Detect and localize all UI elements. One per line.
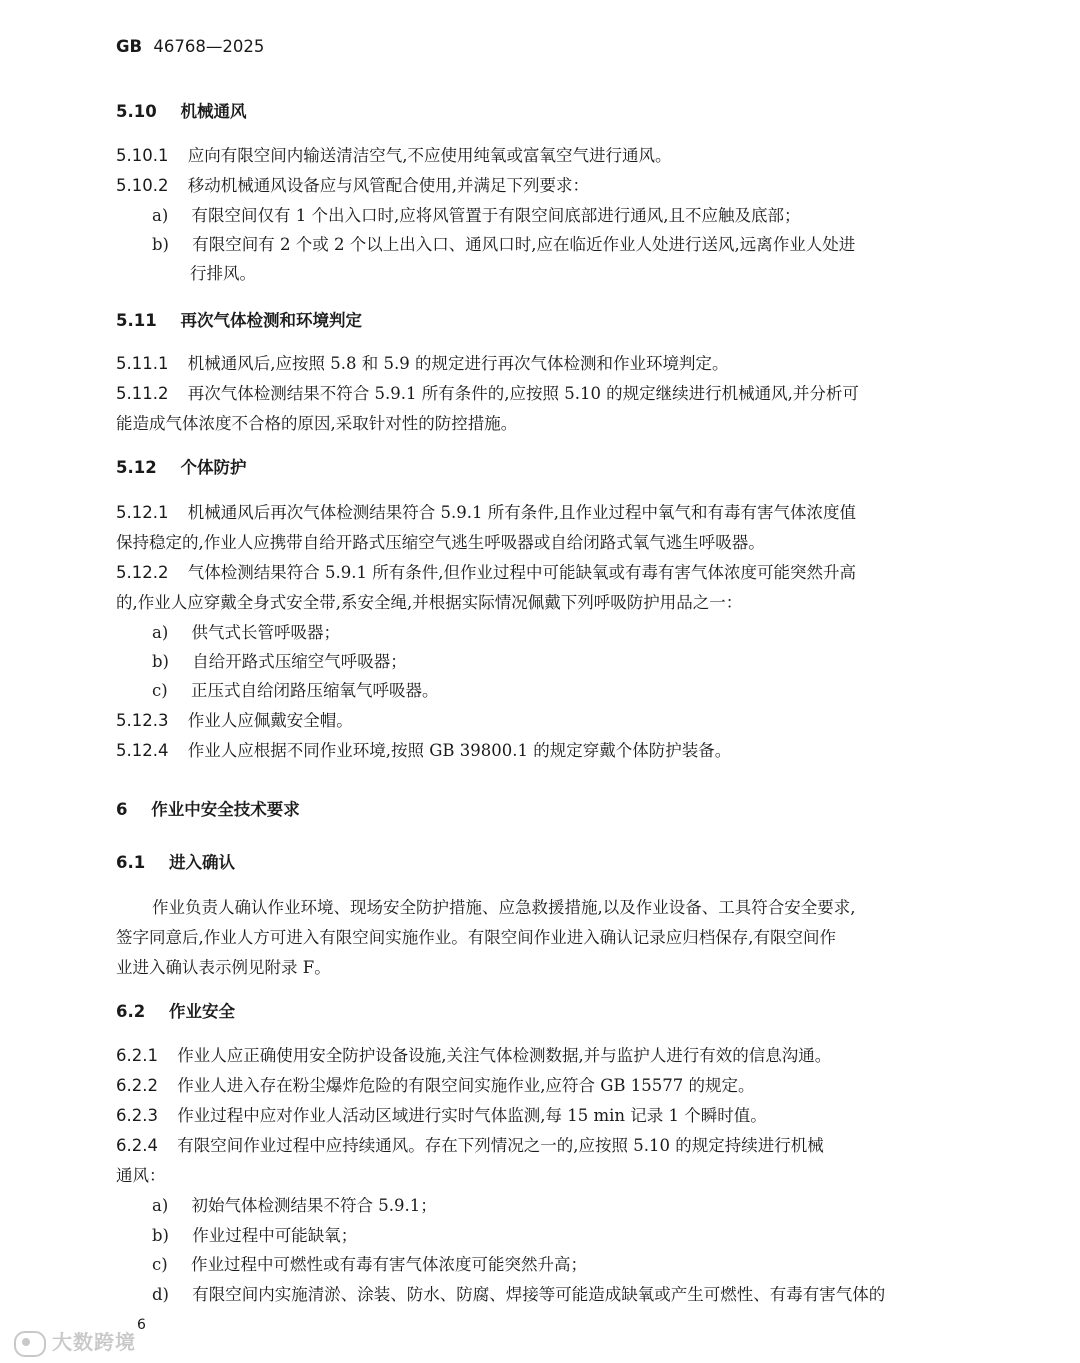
page-number: 6	[137, 1317, 146, 1333]
clause-6-2-4-cont: 通风：	[116, 1166, 166, 1185]
clause-number: 5.12.3	[116, 711, 169, 730]
clause-text: 有限空间作业过程中应持续通风。存在下列情况之一的,应按照 5.10 的规定持续进行机械	[177, 1136, 824, 1155]
list-text: 作业过程中可燃性或有毒有害气体浓度可能突然升高；	[190, 1255, 587, 1274]
clause-text: 机械通风后,应按照 5.8 和 5.9 的规定进行再次气体检测和作业环境判定。	[187, 354, 729, 373]
section-title: 作业安全	[168, 1002, 235, 1021]
section-title: 机械通风	[180, 102, 247, 121]
document-header	[116, 39, 264, 56]
clause-text: 作业人应正确使用安全防护设备设施,关注气体检测数据,并与监护人进行有效的信息沟通。	[177, 1046, 832, 1065]
section-heading-5-12	[116, 460, 246, 477]
clause-number: 5.12.4	[116, 741, 169, 760]
clause-number: 5.11.1	[116, 354, 169, 373]
list-marker: b)	[152, 1226, 169, 1245]
section-heading-5-11	[116, 313, 362, 330]
list-marker: a)	[152, 623, 169, 642]
list-marker: b)	[152, 235, 169, 254]
list-text: 供气式长管呼吸器；	[191, 623, 341, 642]
clause-text: 作业人应根据不同作业环境,按照 GB 39800.1 的规定穿戴个体防护装备。	[187, 741, 732, 760]
section-number: 6.2	[116, 1002, 146, 1021]
clause-number: 5.12.2	[116, 563, 169, 582]
clause-6-2-3	[116, 1108, 767, 1125]
clause-number: 5.10.2	[116, 176, 169, 195]
list-marker: a)	[152, 206, 169, 225]
list-marker: b)	[152, 652, 169, 671]
section-heading-5-10	[116, 104, 246, 121]
list-text: 初始气体检测结果不符合 5.9.1；	[191, 1196, 437, 1215]
paragraph-6-1-line-2: 签字同意后,作业人方可进入有限空间实施作业。有限空间作业进入确认记录应归档保存,有限空间作	[116, 928, 836, 947]
watermark	[14, 1326, 136, 1357]
clause-number: 6.2.2	[116, 1076, 158, 1095]
list-text: 自给开路式压缩空气呼吸器；	[192, 652, 407, 671]
clause-text: 机械通风后再次气体检测结果符合 5.9.1 所有条件,且作业过程中氧气和有毒有害气体浓度值	[187, 503, 856, 522]
list-item-5-10-2-a	[152, 208, 801, 225]
clause-text: 移动机械通风设备应与风管配合使用,并满足下列要求：	[187, 176, 589, 195]
clause-6-2-1	[116, 1048, 831, 1065]
clause-5-11-2-cont: 能造成气体浓度不合格的原因,采取针对性的防控措施。	[116, 414, 518, 433]
clause-number: 6.2.4	[116, 1136, 158, 1155]
list-text: 有限空间内实施清淤、涂装、防水、防腐、焊接等可能造成缺氧或产生可燃性、有毒有害气体的	[192, 1285, 886, 1304]
list-text: 作业过程中可能缺氧；	[192, 1226, 358, 1245]
watermark-text: 大数跨境	[52, 1330, 136, 1354]
watermark-logo-icon	[14, 1331, 46, 1357]
section-heading-6-1	[116, 855, 235, 872]
list-item-5-10-2-b	[152, 237, 855, 254]
section-title: 作业中安全技术要求	[151, 800, 300, 819]
clause-5-12-1	[116, 505, 856, 522]
paragraph-6-1-line-1: 作业负责人确认作业环境、现场安全防护措施、应急救援措施,以及作业设备、工具符合安全要求,	[152, 898, 856, 917]
list-marker: a)	[152, 1196, 169, 1215]
clause-text: 作业过程中应对作业人活动区域进行实时气体监测,每 15 min 记录 1 个瞬时值。	[177, 1106, 767, 1125]
clause-number: 5.11.2	[116, 384, 169, 403]
clause-number: 5.12.1	[116, 503, 169, 522]
clause-text: 气体检测结果符合 5.9.1 所有条件,但作业过程中可能缺氧或有毒有害气体浓度可能突然升高	[187, 563, 856, 582]
clause-number: 5.10.1	[116, 146, 169, 165]
clause-text: 再次气体检测结果不符合 5.9.1 所有条件的,应按照 5.10 的规定继续进行机械通风,并分析可	[187, 384, 859, 403]
list-item-6-2-4-b	[152, 1228, 357, 1245]
section-title: 进入确认	[168, 853, 235, 872]
list-marker: c)	[152, 1255, 168, 1274]
clause-5-12-2-cont: 的,作业人应穿戴全身式安全带,系安全绳,并根据实际情况佩戴下列呼吸防护用品之一：	[116, 593, 743, 612]
list-item-6-2-4-d	[152, 1287, 885, 1304]
clause-5-11-2	[116, 386, 859, 403]
section-number: 6.1	[116, 853, 146, 872]
list-item-5-12-2-a	[152, 625, 340, 642]
standard-prefix: GB	[116, 37, 143, 56]
clause-5-11-1	[116, 356, 728, 373]
section-heading-6-2	[116, 1004, 235, 1021]
clause-text: 作业人应佩戴安全帽。	[187, 711, 353, 730]
section-title: 再次气体检测和环境判定	[180, 311, 362, 330]
clause-5-10-2	[116, 178, 589, 195]
clause-number: 6.2.1	[116, 1046, 158, 1065]
clause-5-10-1	[116, 148, 671, 165]
clause-6-2-2	[116, 1078, 755, 1095]
clause-6-2-4	[116, 1138, 824, 1155]
list-item-5-12-2-b	[152, 654, 407, 671]
section-number: 6	[116, 800, 128, 819]
list-text: 有限空间有 2 个或 2 个以上出入口、通风口时,应在临近作业人处进行送风,远离作业人处进	[192, 235, 856, 254]
section-title: 个体防护	[180, 458, 247, 477]
list-marker: d)	[152, 1285, 169, 1304]
clause-5-12-4	[116, 743, 731, 760]
clause-number: 6.2.3	[116, 1106, 158, 1125]
section-number: 5.11	[116, 311, 157, 330]
list-text: 有限空间仅有 1 个出入口时,应将风管置于有限空间底部进行通风,且不应触及底部；	[191, 206, 801, 225]
list-item-6-2-4-c	[152, 1257, 587, 1274]
list-item-5-12-2-c	[152, 683, 438, 700]
clause-5-12-2	[116, 565, 856, 582]
paragraph-6-1-line-3: 业进入确认表示例见附录 F。	[116, 958, 331, 977]
section-number: 5.12	[116, 458, 157, 477]
clause-text: 应向有限空间内输送清洁空气,不应使用纯氧或富氧空气进行通风。	[187, 146, 672, 165]
list-marker: c)	[152, 681, 168, 700]
clause-text: 作业人进入存在粉尘爆炸危险的有限空间实施作业,应符合 GB 15577 的规定。	[177, 1076, 755, 1095]
standard-code: 46768—2025	[153, 37, 265, 56]
chapter-heading-6	[116, 802, 300, 819]
clause-5-12-3	[116, 713, 353, 730]
section-number: 5.10	[116, 102, 157, 121]
clause-5-12-1-cont: 保持稳定的,作业人应携带自给开路式压缩空气逃生呼吸器或自给闭路式氧气逃生呼吸器。	[116, 533, 765, 552]
list-item-5-10-2-b-cont: 行排风。	[190, 264, 256, 283]
list-item-6-2-4-a	[152, 1198, 437, 1215]
list-text: 正压式自给闭路压缩氧气呼吸器。	[190, 681, 439, 700]
